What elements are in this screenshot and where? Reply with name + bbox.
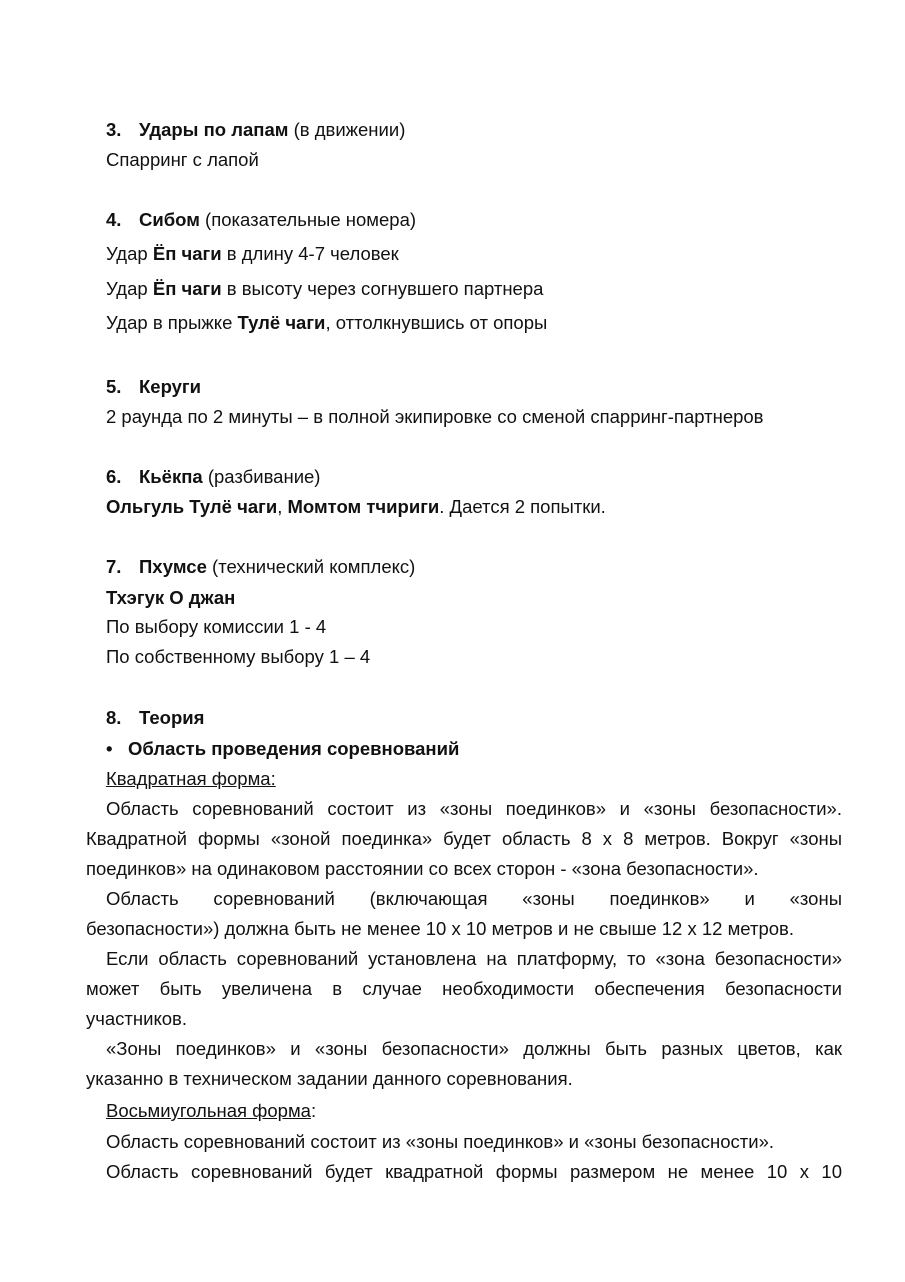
section-title: Пхумсе: [139, 556, 207, 577]
text: Удар в прыжке: [106, 312, 238, 333]
paragraph-line: участников.: [86, 1008, 188, 1029]
section-note: (технический комплекс): [212, 556, 416, 577]
section-8-heading: [106, 706, 204, 730]
paragraph-line: Область соревнований состоит из «зоны поединков» и «зоны безопасности».: [106, 798, 842, 819]
bold-term: Тулё чаги: [237, 312, 326, 333]
paragraph-line: поединков» на одинаковом расстоянии со всех сторон - «зона безопасности».: [86, 858, 759, 879]
section-7-heading: [106, 555, 415, 579]
section-3-line: Спарринг с лапой: [106, 149, 259, 170]
paragraph-line: безопасности») должна быть не менее 10 х 10 метров и не свыше 12 х 12 метров.: [86, 918, 795, 939]
section-title: Керуги: [139, 376, 202, 397]
section-5-heading: [106, 375, 201, 399]
text: в высоту через согнувшего партнера: [221, 278, 544, 299]
paragraph-line: Область соревнований состоит из «зоны поединков» и «зоны безопасности».: [106, 1131, 775, 1152]
paragraph-line: Если область соревнований установлена на платформу, то «зона безопасности»: [106, 948, 842, 969]
text: ,: [277, 496, 288, 517]
bullet-title: Область проведения соревнований: [128, 738, 460, 759]
paragraph-line: Квадратной формы «зоной поединка» будет область 8 х 8 метров. Вокруг «зоны: [86, 828, 842, 849]
text: :: [310, 1100, 317, 1121]
section-number: 4.: [106, 209, 122, 230]
section-4-line-1: [106, 242, 399, 266]
section-number: 5.: [106, 376, 122, 397]
paragraph-line: может быть увеличена в случае необходимости обеспечения безопасности: [86, 978, 842, 999]
section-note: (разбивание): [207, 466, 321, 487]
section-title: Кьёкпа: [139, 466, 203, 487]
section-7-line-2: По выбору комиссии 1 - 4: [106, 616, 327, 637]
text: Удар: [106, 278, 153, 299]
bold-term: Ольгуль Тулё чаги: [106, 496, 278, 517]
section-title: Удары по лапам: [139, 119, 289, 140]
text: в длину 4-7 человек: [221, 243, 399, 264]
subheading-octagon-form: [106, 1099, 316, 1123]
text: , оттолкнувшись от опоры: [325, 312, 548, 333]
section-7-bold-line: [106, 586, 235, 610]
section-7-line-3: По собственному выбору 1 – 4: [106, 646, 371, 667]
section-6-heading: [106, 465, 320, 489]
section-title: Теория: [139, 707, 205, 728]
section-4-line-2: [106, 277, 543, 301]
section-6-line: [106, 495, 606, 519]
section-4-heading: [106, 208, 416, 232]
section-number: 8.: [106, 707, 122, 728]
section-number: 7.: [106, 556, 122, 577]
section-title: Сибом: [139, 209, 200, 230]
bold-term: Тхэгук О джан: [106, 587, 236, 608]
section-note: (в движении): [293, 119, 406, 140]
subheading-text: Восьмиугольная форма: [106, 1100, 311, 1121]
paragraph-line: «Зоны поединков» и «зоны безопасности» должны быть разных цветов, как: [106, 1038, 842, 1059]
paragraph-line: Область соревнований (включающая «зоны поединков» и «зоны: [106, 888, 842, 909]
section-number: 6.: [106, 466, 122, 487]
section-4-line-3: [106, 311, 547, 335]
section-note: (показательные номера): [205, 209, 417, 230]
paragraph-line: Область соревнований будет квадратной формы размером не менее 10 х 10: [106, 1161, 842, 1182]
text: . Дается 2 попытки.: [439, 496, 606, 517]
bullet-heading: [106, 737, 459, 761]
bold-term: Ёп чаги: [152, 278, 222, 299]
bullet-icon: •: [106, 738, 113, 759]
bold-term: Момтом тчириги: [287, 496, 440, 517]
text: Удар: [106, 243, 153, 264]
section-5-line: 2 раунда по 2 минуты – в полной экипировке со сменой спарринг-партнеров: [106, 406, 764, 427]
bold-term: Ёп чаги: [152, 243, 222, 264]
section-3-heading: [106, 118, 405, 142]
paragraph-line: указанно в техническом задании данного соревнования.: [86, 1068, 573, 1089]
section-number: 3.: [106, 119, 122, 140]
subheading-square-form: Квадратная форма:: [106, 768, 276, 789]
